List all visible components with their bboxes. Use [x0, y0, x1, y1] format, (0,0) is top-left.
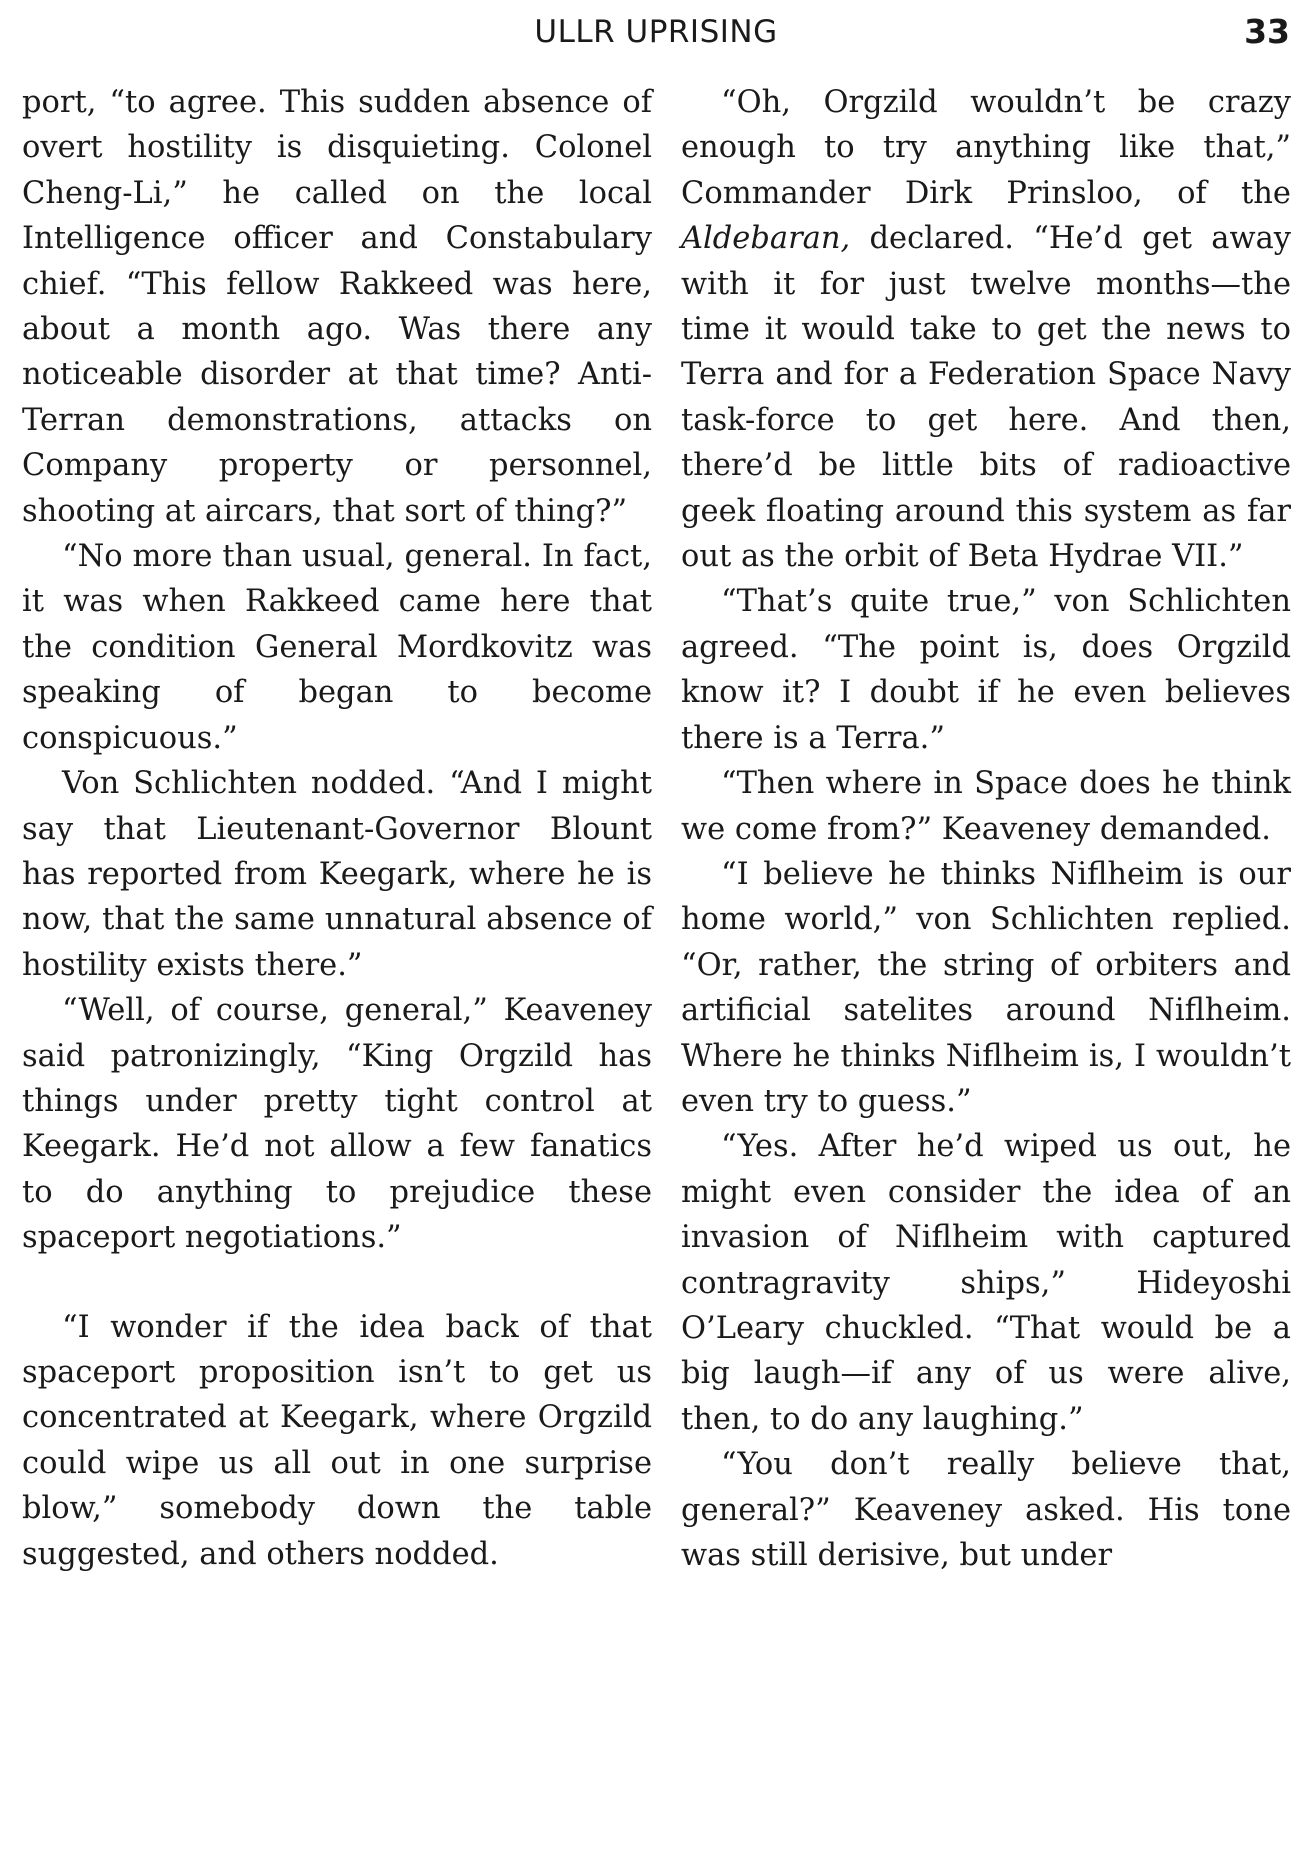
paragraph-text: “Oh, Orgzild wouldn’t be crazy enough to try anything like that,” Commander Dirk Prinsloo, of the: [681, 85, 1291, 211]
paragraph: “Yes. After he’d wiped us out, he might even consider the idea of an invasion of Niflheim with captured contragravity ships,” Hideyoshi O’Leary chuckled. “That would be a big laugh—if any of us were alive, then, to do any laughing.”: [681, 1129, 1291, 1437]
paragraph: Von Schlichten nodded. “And I might say that Lieutenant-Governor Blount has reported from Keegark, where he is now, that the same unnatural absence of hostility exists there.”: [22, 766, 652, 983]
paragraph: “That’s quite true,” von Schlichten agreed. “The point is, does Orgzild know it? I doubt if he even believes there is a Terra.”: [681, 584, 1291, 756]
right-column: [681, 80, 1291, 1578]
page-header: [0, 14, 1312, 58]
paragraph-text: declared. “He’d get away with it for just twelve months—the time it would take to get the news to Terra and for a Federation Space Navy task-force to get here. And then, there’d be little bits of radioactive geek floating around this system as far out as the orbit of Beta Hydrae VII.”: [681, 221, 1291, 575]
paragraph: “You don’t really believe that, general?” Keaveney asked. His tone was still derisive, but under: [681, 1447, 1291, 1573]
paragraph: port, “to agree. This sudden absence of overt hostility is disquieting. Colonel Cheng-Li,” he called on the local Intelligence officer and Constabulary chief. “This fellow Rakkeed was here, about a month ago. Was there any noticeable disorder at that time? Anti-Terran demonstrations, attacks on Company property or personnel, shooting at aircars, that sort of thing?”: [22, 85, 652, 529]
paragraph: “I believe he thinks Niflheim is our home world,” von Schlichten replied. “Or, rather, the string of orbiters and artificial satelites around Niflheim. Where he thinks Niflheim is, I wouldn’t even try to guess.”: [681, 856, 1291, 1119]
paragraph: “I wonder if the idea back of that spaceport proposition isn’t to get us concentrated at Keegark, where Orgzild could wipe us all out in one surprise blow,” somebody down the table suggested, and others nodded.: [22, 1309, 652, 1572]
running-title: ULLR UPRISING: [534, 14, 778, 50]
paragraph: “No more than usual, general. In fact, it was when Rakkeed came here that the condition General Mordkovitz was speaking of began to become conspicuous.”: [22, 539, 652, 756]
ship-name: Aldebaran,: [681, 221, 851, 257]
paragraph: [681, 80, 1291, 579]
page-number: 33: [1244, 12, 1290, 51]
paragraph: “Well, of course, general,” Keaveney said patronizingly, “King Orgzild has things under pretty tight control at Keegark. He’d not allow a few fanatics to do anything to prejudice these spaceport negotiations.”: [22, 993, 652, 1256]
paragraph: “Then where in Space does he think we come from?” Keaveney demanded.: [681, 766, 1291, 847]
left-column: [22, 80, 652, 1577]
